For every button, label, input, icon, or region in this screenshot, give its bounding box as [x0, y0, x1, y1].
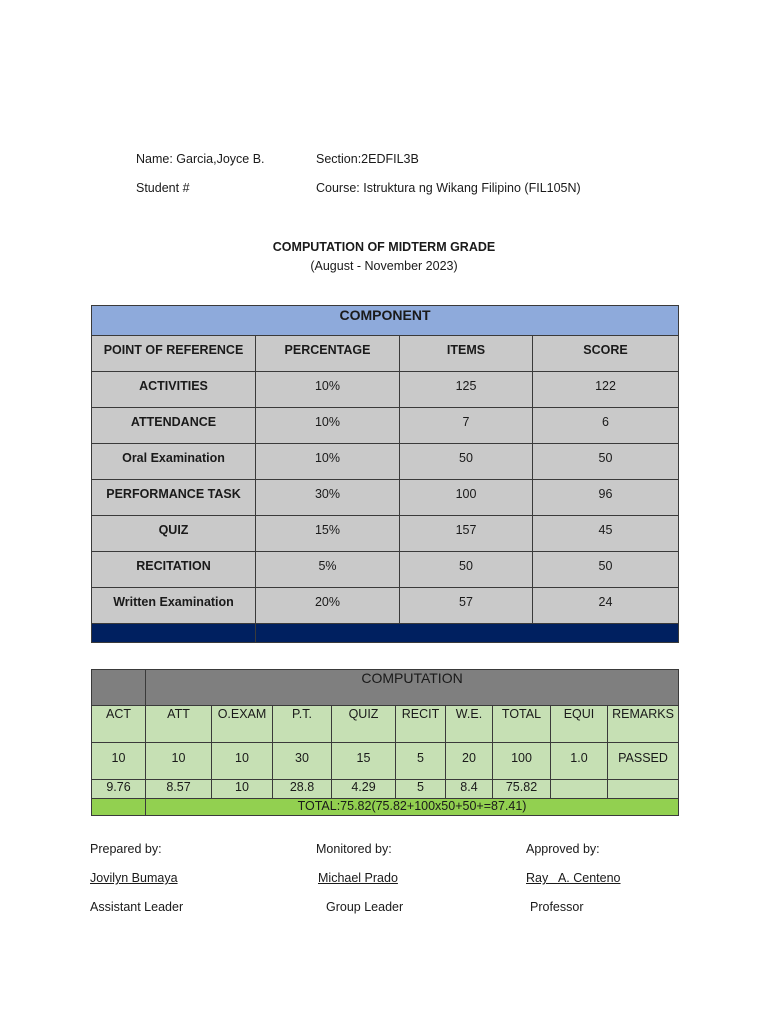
approved-by-label: Approved by: — [526, 842, 600, 856]
percentage-cell: 5% — [256, 552, 400, 588]
percentage-cell: 30% — [256, 480, 400, 516]
computed-cell — [551, 780, 608, 799]
monitored-by-name: Michael Prado — [318, 871, 398, 885]
table-row — [92, 372, 679, 408]
monitored-by-title: Group Leader — [326, 900, 404, 914]
score-cell: 24 — [533, 588, 679, 624]
computed-cell: 5 — [396, 780, 446, 799]
ref-cell: Oral Examination — [92, 444, 256, 480]
col-header-we: W.E. — [446, 706, 493, 743]
col-header-recit: RECIT — [396, 706, 446, 743]
computed-cell: 9.76 — [92, 780, 146, 799]
ref-cell: ATTENDANCE — [92, 408, 256, 444]
percentage-cell: 20% — [256, 588, 400, 624]
prepared-by-label: Prepared by: — [90, 842, 162, 856]
weight-cell: 30 — [273, 743, 332, 780]
total-corner-cell — [92, 799, 146, 816]
ref-cell: Written Examination — [92, 588, 256, 624]
component-footer-row — [92, 624, 679, 643]
total-row — [92, 799, 679, 816]
student-section: Section:2EDFIL3B — [316, 152, 419, 166]
computation-title: COMPUTATION — [146, 670, 679, 706]
col-header-quiz: QUIZ — [332, 706, 396, 743]
ref-cell: RECITATION — [92, 552, 256, 588]
page-title: COMPUTATION OF MIDTERM GRADE — [272, 240, 496, 254]
col-header-percentage: PERCENTAGE — [256, 336, 400, 372]
computation-corner-cell — [92, 670, 146, 706]
col-header-items: ITEMS — [400, 336, 533, 372]
ref-cell: PERFORMANCE TASK — [92, 480, 256, 516]
col-header-remarks: REMARKS — [608, 706, 679, 743]
student-number: Student # — [136, 181, 190, 195]
col-header-total: TOTAL — [493, 706, 551, 743]
total-formula: TOTAL:75.82(75.82+100x50+50+=87.41) — [146, 799, 679, 816]
col-header-reference: POINT OF REFERENCE — [92, 336, 256, 372]
items-cell: 100 — [400, 480, 533, 516]
score-cell: 6 — [533, 408, 679, 444]
weight-cell: 10 — [92, 743, 146, 780]
computed-cell: 28.8 — [273, 780, 332, 799]
student-name: Name: Garcia,Joyce B. — [136, 152, 265, 166]
computed-cell: 10 — [212, 780, 273, 799]
computed-cell: 8.57 — [146, 780, 212, 799]
weight-cell: 15 — [332, 743, 396, 780]
footer-cell — [256, 624, 679, 643]
monitored-by-label: Monitored by: — [316, 842, 392, 856]
table-row — [92, 552, 679, 588]
student-course: Course: Istruktura ng Wikang Filipino (FIL105N) — [316, 181, 581, 195]
approved-by-title: Professor — [530, 900, 584, 914]
percentage-cell: 10% — [256, 444, 400, 480]
col-header-equi: EQUI — [551, 706, 608, 743]
percentage-cell: 10% — [256, 408, 400, 444]
ref-cell: ACTIVITIES — [92, 372, 256, 408]
percentage-cell: 10% — [256, 372, 400, 408]
weight-cell: 10 — [146, 743, 212, 780]
col-header-score: SCORE — [533, 336, 679, 372]
weight-cell: 20 — [446, 743, 493, 780]
weights-row — [92, 743, 679, 780]
items-cell: 7 — [400, 408, 533, 444]
component-table — [91, 305, 679, 643]
percentage-cell: 15% — [256, 516, 400, 552]
col-header-att: ATT — [146, 706, 212, 743]
score-cell: 122 — [533, 372, 679, 408]
items-cell: 57 — [400, 588, 533, 624]
table-row — [92, 516, 679, 552]
score-cell: 45 — [533, 516, 679, 552]
weight-cell: 10 — [212, 743, 273, 780]
ref-cell: QUIZ — [92, 516, 256, 552]
items-cell: 157 — [400, 516, 533, 552]
computed-cell: 8.4 — [446, 780, 493, 799]
footer-cell — [92, 624, 256, 643]
approved-by-name: Ray A. Centeno — [526, 871, 621, 885]
items-cell: 50 — [400, 444, 533, 480]
table-row — [92, 408, 679, 444]
equi-cell: 1.0 — [551, 743, 608, 780]
items-cell: 125 — [400, 372, 533, 408]
component-title: COMPONENT — [92, 306, 679, 336]
score-cell: 50 — [533, 552, 679, 588]
computed-cell: 4.29 — [332, 780, 396, 799]
table-row — [92, 444, 679, 480]
score-cell: 50 — [533, 444, 679, 480]
score-cell: 96 — [533, 480, 679, 516]
computed-cell — [608, 780, 679, 799]
prepared-by-title: Assistant Leader — [90, 900, 184, 914]
computation-table — [91, 669, 679, 816]
table-row — [92, 588, 679, 624]
col-header-act: ACT — [92, 706, 146, 743]
table-row — [92, 480, 679, 516]
col-header-oexam: O.EXAM — [212, 706, 273, 743]
weight-cell: 5 — [396, 743, 446, 780]
computed-row — [92, 780, 679, 799]
prepared-by-name: Jovilyn Bumaya — [90, 871, 178, 885]
computed-cell: 75.82 — [493, 780, 551, 799]
component-header-row — [92, 336, 679, 372]
grading-period: (August - November 2023) — [310, 259, 458, 273]
col-header-pt: P.T. — [273, 706, 332, 743]
computation-header-row — [92, 706, 679, 743]
weight-cell: 100 — [493, 743, 551, 780]
remarks-cell: PASSED — [608, 743, 679, 780]
items-cell: 50 — [400, 552, 533, 588]
